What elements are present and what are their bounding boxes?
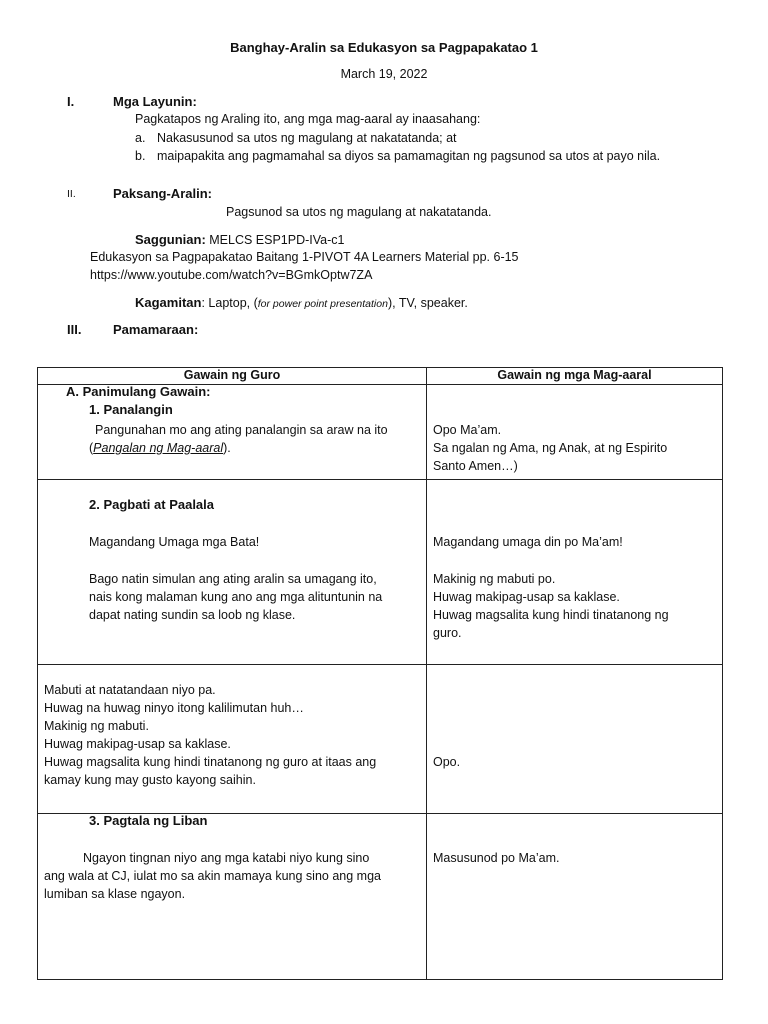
subsection-a-heading: A. Panimulang Gawain: <box>66 384 211 399</box>
close-paren: ). <box>223 441 231 455</box>
sanggunian-line <box>135 232 344 247</box>
objective-b-text: maipapakita ang pagmamahal sa diyos sa pamamagitan ng pagsunod sa utos at payo nila. <box>157 149 661 163</box>
teacher-line: ang wala at CJ, iulat mo sa akin mamaya kung sino ang mga <box>44 869 381 883</box>
teacher-line: Huwag magsalita kung hindi tinatanong ng guro at itaas ang <box>44 755 377 769</box>
teacher-column-header: Gawain ng Guro <box>38 368 427 385</box>
student-response: Makinig ng mabuti po. <box>433 572 556 586</box>
pagbati-heading: 2. Pagbati at Paalala <box>89 497 215 512</box>
student-cell <box>427 665 723 814</box>
procedure-table <box>37 367 723 980</box>
student-response: Opo. <box>433 755 461 769</box>
teacher-line: Ngayon tingnan niyo ang mga katabi niyo kung sino <box>83 851 370 865</box>
section-3-numeral: III. <box>67 322 82 337</box>
objective-b-marker: b. <box>135 149 146 163</box>
table-row <box>38 480 723 665</box>
kagamitan-italic: for power point presentation <box>257 298 388 310</box>
table-header-row <box>38 368 723 385</box>
student-cell <box>427 385 723 480</box>
open-paren: ( <box>89 441 94 455</box>
objective-a-text: Nakasusunod sa utos ng magulang at nakatatanda; at <box>157 131 457 145</box>
section-2-heading: Paksang-Aralin: <box>113 186 212 201</box>
reference-url: https://www.youtube.com/watch?v=BGmkOptw7ZA <box>90 268 373 282</box>
table-row <box>38 385 723 480</box>
student-name-placeholder: Pangalan ng Mag-aaral <box>93 441 224 455</box>
kagamitan-pre: : Laptop, ( <box>201 296 258 310</box>
teacher-greeting: Magandang Umaga mga Bata! <box>89 535 260 549</box>
student-response: Santo Amen…) <box>433 459 518 473</box>
section-2-numeral: II. <box>67 188 76 200</box>
teacher-line: Huwag makipag-usap sa kaklase. <box>44 737 231 751</box>
teacher-line: lumiban sa klase ngayon. <box>44 887 186 901</box>
kagamitan-post: ), TV, speaker. <box>387 296 468 310</box>
document-date: March 19, 2022 <box>340 67 428 81</box>
student-response: Huwag makipag-usap sa kaklase. <box>433 590 620 604</box>
student-column-header: Gawain ng mga Mag-aaral <box>427 368 723 385</box>
panalangin-heading: 1. Panalangin <box>89 402 173 417</box>
section-1-heading: Mga Layunin: <box>113 94 197 109</box>
teacher-cell <box>38 814 427 980</box>
student-response: Huwag magsalita kung hindi tinatanong ng <box>433 608 669 622</box>
teacher-line: Makinig ng mabuti. <box>44 719 149 733</box>
sanggunian-label: Saggunian: <box>135 232 206 247</box>
student-cell <box>427 814 723 980</box>
student-response: guro. <box>433 626 462 640</box>
table-row <box>38 665 723 814</box>
pagtala-heading: 3. Pagtala ng Liban <box>89 813 208 828</box>
student-response: Opo Ma’am. <box>433 423 502 437</box>
table-row <box>38 814 723 980</box>
teacher-cell <box>38 665 427 814</box>
lesson-topic: Pagsunod sa utos ng magulang at nakatatanda. <box>226 205 492 219</box>
student-cell <box>427 480 723 665</box>
document-title: Banghay-Aralin sa Edukasyon sa Pagpapakatao 1 <box>230 40 538 55</box>
teacher-cell <box>38 385 427 480</box>
teacher-cell <box>38 480 427 665</box>
section-3-heading: Pamamaraan: <box>113 322 199 337</box>
teacher-line: Mabuti at natatandaan niyo pa. <box>44 683 216 697</box>
teacher-line: kamay kung may gusto kayong saihin. <box>44 773 256 787</box>
kagamitan-line <box>135 295 468 310</box>
student-greeting: Magandang umaga din po Ma’am! <box>433 535 623 549</box>
kagamitan-label: Kagamitan <box>135 295 202 310</box>
panalangin-instruction: Pangunahan mo ang ating panalangin sa araw na ito <box>95 423 388 437</box>
reference-text: Edukasyon sa Pagpapakatao Baitang 1-PIVOT 4A Learners Material pp. 6-15 <box>90 250 519 264</box>
objectives-intro: Pagkatapos ng Araling ito, ang mga mag-aaral ay inaasahang: <box>135 112 481 126</box>
sanggunian-value: MELCS ESP1PD-IVa-c1 <box>205 233 345 247</box>
teacher-line: Huwag na huwag ninyo itong kalilimutan huh… <box>44 701 304 715</box>
objective-a-marker: a. <box>135 131 146 145</box>
section-1-numeral: I. <box>67 94 75 109</box>
student-response: Masusunod po Ma’am. <box>433 851 560 865</box>
teacher-line: Bago natin simulan ang ating aralin sa umagang ito, <box>89 572 377 586</box>
student-response: Sa ngalan ng Ama, ng Anak, at ng Espirito <box>433 441 668 455</box>
panalangin-student-name <box>89 439 231 457</box>
teacher-line: dapat nating sundin sa loob ng klase. <box>89 608 296 622</box>
teacher-line: nais kong malaman kung ano ang mga alituntunin na <box>89 590 383 604</box>
